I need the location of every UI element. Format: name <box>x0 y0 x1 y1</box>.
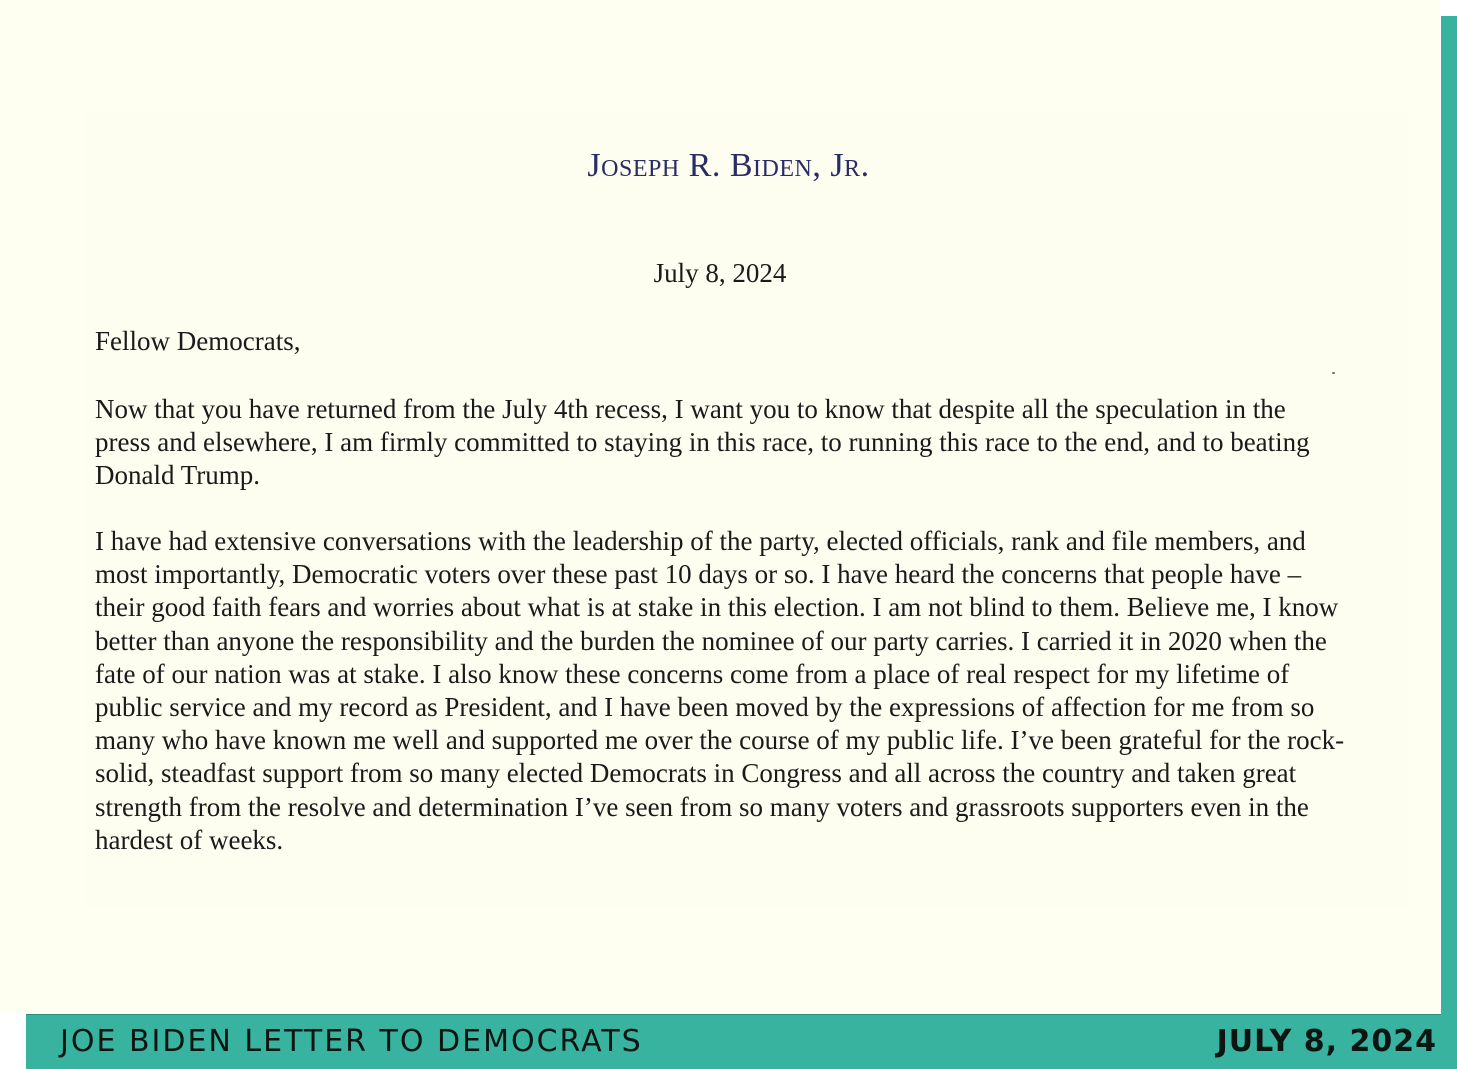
caption-title: JOE BIDEN LETTER TO DEMOCRATS <box>60 1024 643 1059</box>
paper-speck <box>1332 372 1335 374</box>
letter-paragraph-2: I have had extensive conversations with the leadership of the party, elected officials, rank and file members, and most importantly, Democratic voters over these past 10 days or so. I have heard the concerns that people have – their good faith fears and worries about what is at stake in this election. I am not blind to them. Believe me, I know better than anyone the responsibility and the burden the nominee of our party carries. I carried it in 2020 when the fate of our nation was at stake. I also know these concerns come from a place of real respect for my lifetime of public service and my record as President, and I have been moved by the expressions of affection for me from so many who have known me well and supported me over the course of my public life. I’ve been grateful for the rock-solid, steadfast support from so many elected Democrats in Congress and all across the country and taken great strength from the resolve and determination I’ve seen from so many voters and grassroots supporters even in the hardest of weeks. <box>95 526 1345 855</box>
letter-date: July 8, 2024 <box>653 258 787 288</box>
letterhead-name: Joseph R. Biden, Jr. <box>587 147 870 184</box>
letter-salutation: Fellow Democrats, <box>95 326 301 356</box>
letter-paragraph-1: Now that you have returned from the July 4th recess, I want you to know that despite all the speculation in the press and elsewhere, I am firmly committed to staying in this race, to running this race to the end, and to beating Donald Trump. <box>95 394 1310 491</box>
caption-date: JULY 8, 2024 <box>1216 1024 1437 1059</box>
